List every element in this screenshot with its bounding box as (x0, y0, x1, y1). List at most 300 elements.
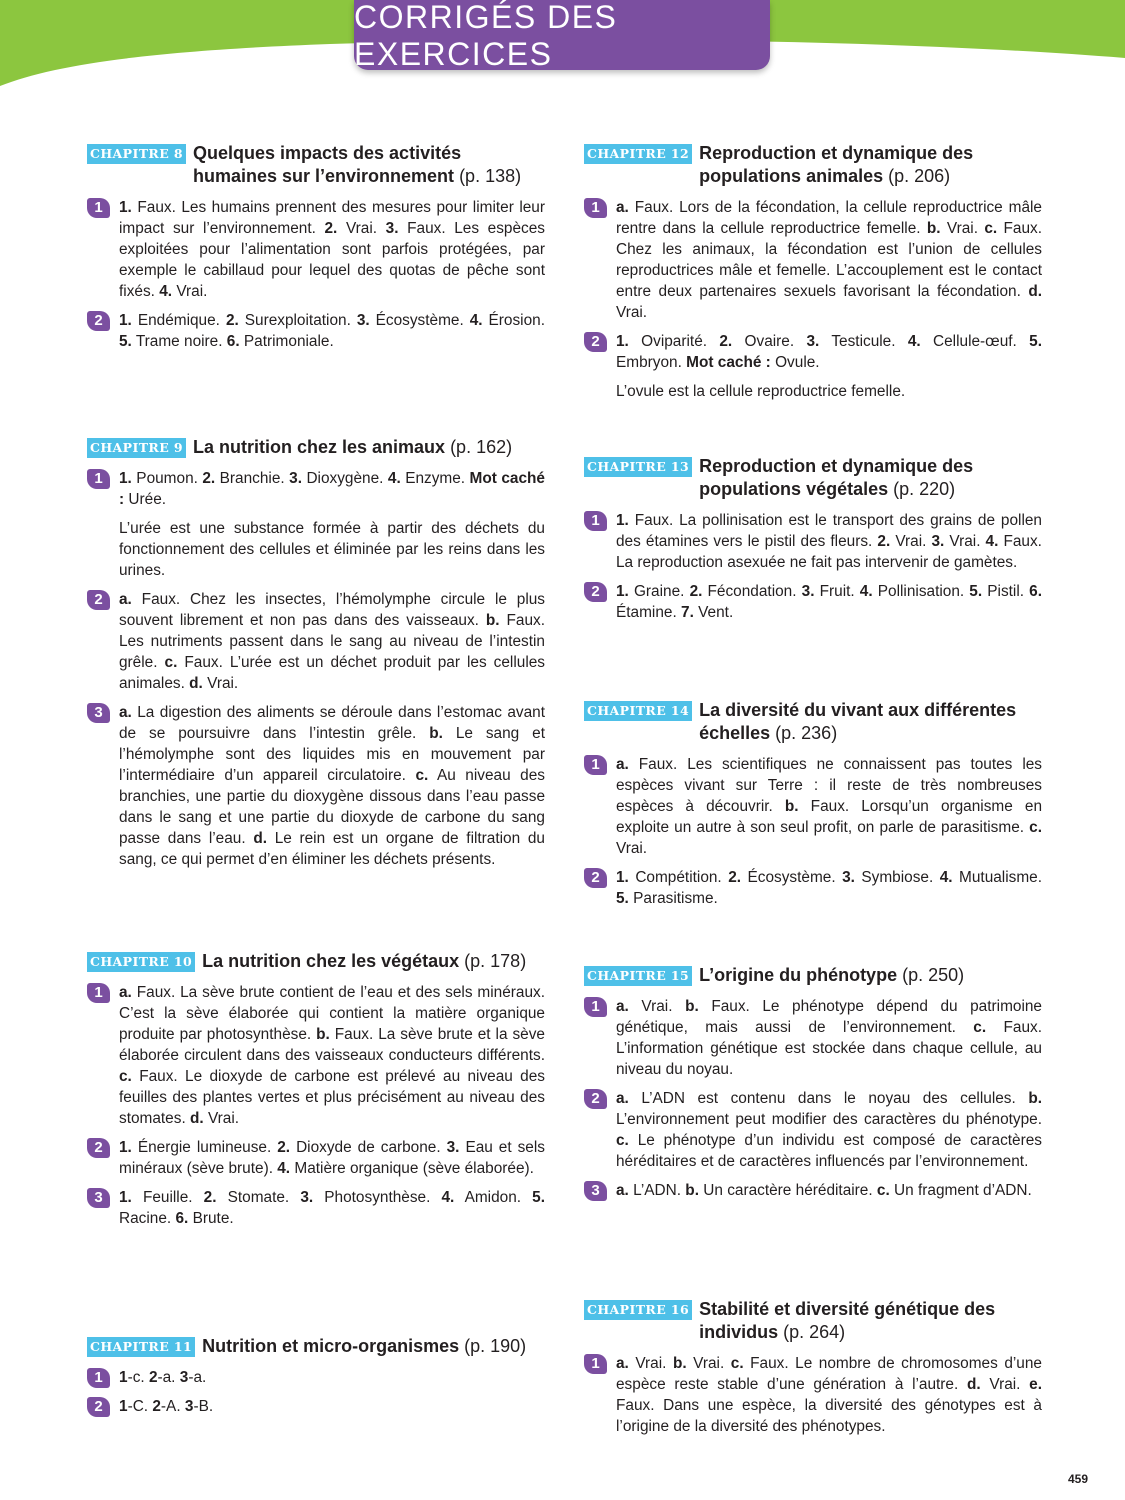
answer-label: 1. (119, 1139, 132, 1156)
answer-label: a. (616, 1355, 629, 1372)
answer-paragraph (119, 702, 545, 870)
answer-label: Mot caché : (686, 354, 771, 371)
exercise-number-badge: 1 (584, 198, 607, 218)
answer-text: Vrai. (940, 220, 985, 237)
answer-label: 4. (859, 583, 873, 600)
chapter-title (699, 699, 1042, 745)
exercise-item (584, 197, 1042, 323)
answer-text: Faux. Le dioxyde de carbone est prélevé au niveau des feuilles des plantes vertes et plus précisément au niveau des stomates. (119, 1068, 545, 1127)
answer-text: Endémique. (131, 312, 226, 329)
answer-paragraph (119, 1367, 545, 1388)
answer-text: Vrai. (628, 1355, 673, 1372)
exercise-item (87, 589, 545, 694)
chapter-9 (87, 436, 545, 878)
answer-label: d. (253, 830, 267, 847)
answer-label: a. (616, 756, 629, 773)
chapter-tag: CHAPITRE 11 (87, 1337, 195, 1357)
chapter-header (87, 950, 545, 973)
answer-text: Le phénotype d’un individu est composé de caractères héréditaires et de caractères influencés par l’environnement. (616, 1132, 1042, 1170)
answer-text: Mutualisme. (952, 869, 1042, 886)
exercise-answer (616, 1088, 1042, 1172)
answer-label: 6. (175, 1210, 189, 1227)
answer-label: 1 (119, 1398, 128, 1415)
answer-text: Embryon. (616, 354, 687, 371)
answer-text: La digestion des aliments se déroule dans l’estomac avant de se poursuivre dans l’intestin grêle. (119, 704, 545, 742)
exercise-answer (119, 1137, 545, 1179)
chapter-page-ref: (p. 220) (893, 479, 956, 499)
answer-label: b. (1028, 1090, 1042, 1107)
answer-label: 3. (842, 869, 855, 886)
answer-label: 1. (616, 583, 629, 600)
answer-label: 2. (728, 869, 742, 886)
chapter-title-text: L’origine du phénotype (699, 965, 898, 985)
answer-label: 6. (226, 333, 240, 350)
page-title: CORRIGÉS DES EXERCICES (354, 0, 618, 72)
answer-label: 3 (184, 1398, 194, 1415)
answer-text: Dioxyde de carbone. (290, 1139, 447, 1156)
answer-text: Vrai. (172, 283, 208, 300)
answer-label: 2 (148, 1369, 158, 1386)
exercise-item (584, 581, 1042, 623)
answer-label: 1. (616, 512, 629, 529)
exercise-item (584, 1353, 1042, 1437)
answer-label: 3. (385, 220, 399, 237)
exercise-number-badge: 3 (87, 703, 110, 723)
answer-label: a. (119, 591, 132, 608)
chapter-header (87, 1335, 545, 1358)
chapter-12 (584, 142, 1042, 410)
answer-text: Vrai. (890, 533, 932, 550)
answer-text: Oviparité. (628, 333, 720, 350)
chapter-header (87, 436, 545, 459)
answer-text: Pistil. (982, 583, 1030, 600)
answer-label: c. (730, 1355, 744, 1372)
answer-label: c. (1029, 819, 1042, 836)
answer-text: Vent. (693, 604, 734, 621)
answer-label: 3 (179, 1369, 189, 1386)
answer-text: L’ADN. (628, 1182, 686, 1199)
chapter-tag: CHAPITRE 13 (584, 457, 692, 477)
answer-paragraph (616, 581, 1042, 623)
exercise-answer (119, 1396, 545, 1417)
chapter-page-ref: (p. 138) (459, 166, 522, 186)
answer-label: Mot caché : (119, 470, 545, 508)
answer-label: 4. (441, 1189, 455, 1206)
answer-label: d. (1028, 283, 1042, 300)
exercise-answer (119, 589, 545, 694)
answer-text: Patrimoniale. (239, 333, 334, 350)
answer-text: -B. (193, 1398, 214, 1415)
answer-label: d. (189, 675, 203, 692)
chapter-title (193, 436, 512, 459)
exercise-number-badge: 1 (584, 997, 607, 1017)
exercise-number-badge: 1 (87, 983, 110, 1003)
answer-label: c. (973, 1019, 987, 1036)
answer-text: Faux. La sève brute contient de l’eau et des sels minéraux. C’est la sève élaborée qui contient la matière organique produite par photosynthèse. (119, 984, 545, 1043)
answer-paragraph (119, 982, 545, 1129)
answer-text: -C. (127, 1398, 153, 1415)
answer-paragraph (119, 518, 545, 581)
answer-label: b. (926, 220, 941, 237)
answer-text: Feuille. (131, 1189, 204, 1206)
answer-label: b. (429, 725, 443, 742)
answer-label: 7. (681, 604, 694, 621)
chapter-header (584, 964, 1042, 987)
chapter-header (584, 699, 1042, 745)
answer-text: -a. (188, 1369, 207, 1386)
answer-label: b. (685, 1182, 699, 1199)
exercise-item (584, 331, 1042, 402)
answer-text: Trame noire. (131, 333, 227, 350)
answer-text: Le sang et l’hémolymphe sont des liquides mis en mouvement par l’intermédiaire d’un appareil circulatoire. (119, 725, 545, 784)
answer-text: Enzyme. (400, 470, 470, 487)
chapter-16 (584, 1298, 1042, 1445)
chapter-15 (584, 964, 1042, 1209)
answer-label: c. (984, 220, 998, 237)
answer-label: 4. (939, 869, 953, 886)
chapter-page-ref: (p. 190) (464, 1336, 527, 1356)
answer-paragraph (119, 1187, 545, 1229)
exercise-number-badge: 2 (584, 1089, 607, 1109)
answer-text: Matière organique (sève élaborée). (290, 1160, 534, 1177)
answer-label: a. (616, 998, 629, 1015)
exercise-item (87, 197, 545, 302)
answer-label: c. (164, 654, 178, 671)
answer-paragraph (119, 197, 545, 302)
exercise-answer (119, 1367, 545, 1388)
exercise-answer (119, 982, 545, 1129)
chapter-title (699, 142, 1042, 188)
answer-text: Faux. Lors de la fécondation, la cellule reproductrice mâle rentre dans la cellule reproductrice femelle. (616, 199, 1042, 237)
exercise-item (584, 754, 1042, 859)
chapter-11 (87, 1335, 545, 1425)
chapter-page-ref: (p. 236) (775, 723, 838, 743)
answer-text: Pollinisation. (872, 583, 970, 600)
answer-text: Faux. L’urée est un déchet produit par les cellules animales. (119, 654, 545, 692)
chapter-title (699, 1298, 1042, 1344)
exercise-number-badge: 1 (584, 511, 607, 531)
answer-label: 2. (277, 1139, 291, 1156)
answer-paragraph (616, 381, 1042, 402)
exercise-number-badge: 3 (584, 1181, 607, 1201)
answer-label: a. (119, 704, 132, 721)
answer-label: 2 (152, 1398, 161, 1415)
answer-label: 2. (202, 470, 216, 487)
chapter-header (584, 1298, 1042, 1344)
chapter-title-text: Quelques impacts des activités humaines sur l’environnement (192, 143, 462, 186)
exercise-answer (119, 1187, 545, 1229)
answer-text: Vrai. (616, 304, 648, 321)
answer-paragraph (616, 510, 1042, 573)
exercise-number-badge: 1 (87, 198, 110, 218)
answer-label: c. (415, 767, 429, 784)
answer-text: Ovule. (770, 354, 820, 371)
answer-label: 2. (719, 333, 733, 350)
answer-label: d. (190, 1110, 204, 1127)
exercise-answer (616, 510, 1042, 573)
answer-label: b. (685, 998, 699, 1015)
page-title-banner (354, 0, 770, 70)
exercise-answer (616, 331, 1042, 402)
exercise-number-badge: 2 (87, 590, 110, 610)
answer-text: Faux. La pollinisation est le transport des grains de pollen des étamines vers le pistil des fleurs. (616, 512, 1042, 550)
answer-text: Compétition. (628, 869, 729, 886)
answer-text: Faux. La reproduction asexuée ne fait pas intervenir de gamètes. (616, 533, 1042, 571)
exercise-item (584, 510, 1042, 573)
answer-label: 3. (801, 583, 815, 600)
answer-label: 4. (985, 533, 999, 550)
chapter-page-ref: (p. 162) (450, 437, 513, 457)
exercise-answer (616, 581, 1042, 623)
answer-label: c. (119, 1068, 132, 1085)
exercise-number-badge: 2 (584, 582, 607, 602)
answer-label: 3. (806, 333, 820, 350)
exercise-item (87, 468, 545, 581)
answer-paragraph (119, 1396, 545, 1417)
answer-text: Parasitisme. (628, 890, 718, 907)
chapter-header (584, 455, 1042, 501)
answer-paragraph (616, 996, 1042, 1080)
exercise-item (87, 1367, 545, 1388)
answer-label: 3. (300, 1189, 314, 1206)
answer-text: -c. (127, 1369, 149, 1386)
answer-text: Faux. Les nutriments passent dans le sang au niveau de l’intestin grêle. (119, 612, 545, 671)
chapter-page-ref: (p. 250) (902, 965, 965, 985)
answer-text: Écosystème. (369, 312, 470, 329)
answer-text: L’environnement peut modifier des caractères du phénotype. (616, 1111, 1042, 1128)
answer-label: 4. (277, 1160, 291, 1177)
answer-label: 1. (119, 1189, 132, 1206)
answer-label: 2. (689, 583, 703, 600)
answer-label: 5. (969, 583, 983, 600)
exercise-item (584, 1180, 1042, 1201)
answer-label: a. (616, 1182, 629, 1199)
answer-paragraph (616, 197, 1042, 323)
answer-paragraph (119, 1137, 545, 1179)
exercise-item (584, 1088, 1042, 1172)
answer-text: Graine. (628, 583, 690, 600)
answer-label: 1. (119, 470, 132, 487)
answer-text: Au niveau des branchies, une partie du dioxygène dissous dans l’eau passe dans le sang et une partie du dioxyde de carbone du sang passe dans l’eau. (119, 767, 545, 847)
answer-text: Branchie. (215, 470, 290, 487)
answer-text: Faux. Dans une espèce, la diversité des génotypes est à l’origine de la diversité des phénotypes. (616, 1397, 1042, 1435)
answer-label: b. (672, 1355, 687, 1372)
answer-text: Vrai. (202, 675, 239, 692)
answer-label: 1. (616, 333, 629, 350)
answer-paragraph (119, 468, 545, 510)
chapter-page-ref: (p. 264) (783, 1322, 846, 1342)
answer-text: Amidon. (454, 1189, 533, 1206)
answer-text: L’ADN est contenu dans le noyau des cellules. (628, 1090, 1029, 1107)
answer-text: Urée. (124, 491, 167, 508)
answer-paragraph (119, 589, 545, 694)
exercise-answer (119, 468, 545, 581)
page-number: 459 (1068, 1472, 1089, 1486)
chapter-title (193, 142, 545, 188)
exercise-answer (616, 867, 1042, 909)
answer-text: Vrai. (686, 1355, 731, 1372)
answer-paragraph (616, 1353, 1042, 1437)
exercise-answer (616, 197, 1042, 323)
answer-text: Faux. Le phénotype dépend du patrimoine génétique, mais aussi de l’environnement. (616, 998, 1042, 1036)
answer-text: L’ovule est la cellule reproductrice femelle. (616, 383, 906, 400)
answer-label: 4. (907, 333, 921, 350)
chapter-tag: CHAPITRE 14 (584, 701, 692, 721)
answer-text: Racine. (119, 1210, 176, 1227)
exercise-answer (119, 197, 545, 302)
chapter-14 (584, 699, 1042, 917)
chapter-tag: CHAPITRE 15 (584, 966, 692, 986)
exercise-number-badge: 2 (584, 868, 607, 888)
answer-text: Ovaire. (732, 333, 807, 350)
exercise-answer (616, 1353, 1042, 1437)
chapter-title-text: Reproduction et dynamique des populations animales (699, 143, 974, 186)
exercise-answer (119, 702, 545, 870)
answer-text: Faux. Les scientifiques ne connaissent pas toutes les espèces vivant sur Terre : il reste de très nombreuses espèces à découvrir. (616, 756, 1042, 815)
answer-label: 5. (119, 333, 132, 350)
answer-text: Vrai. (203, 1110, 240, 1127)
answer-text: Étamine. (616, 604, 682, 621)
answer-label: 1 (119, 1369, 128, 1386)
answer-text: Surexploitation. (238, 312, 357, 329)
exercise-number-badge: 2 (87, 311, 110, 331)
answer-text: -a. (157, 1369, 180, 1386)
exercise-item (87, 1396, 545, 1417)
chapter-title-text: La nutrition chez les animaux (192, 437, 446, 457)
answer-label: c. (876, 1182, 890, 1199)
answer-text: Fruit. (814, 583, 860, 600)
exercise-item (87, 982, 545, 1129)
answer-text: Faux. Lorsqu’un organisme en exploite un autre à son seul profit, on parle de parasitisme. (616, 798, 1043, 836)
answer-text: Fécondation. (702, 583, 802, 600)
answer-label: 3. (356, 312, 370, 329)
answer-label: b. (485, 612, 500, 629)
answer-text: Faux. L’information génétique est stockée dans chaque cellule, au niveau du noyau. (616, 1019, 1042, 1078)
answer-label: 5. (1029, 333, 1042, 350)
chapter-title (699, 964, 964, 987)
answer-label: 6. (1029, 583, 1042, 600)
exercise-item (584, 867, 1042, 909)
exercise-number-badge: 1 (87, 1368, 110, 1388)
chapter-tag: CHAPITRE 16 (584, 1300, 692, 1320)
chapter-title (202, 1335, 526, 1358)
exercise-number-badge: 2 (87, 1138, 110, 1158)
exercise-item (87, 702, 545, 870)
answer-text: Vrai. (337, 220, 386, 237)
answer-label: 3. (289, 470, 302, 487)
answer-text: Dioxygène. (301, 470, 388, 487)
exercise-answer (616, 754, 1042, 859)
answer-label: d. (966, 1376, 981, 1393)
chapter-title-text: Reproduction et dynamique des populations végétales (699, 456, 974, 499)
answer-paragraph (616, 1180, 1042, 1201)
answer-paragraph (119, 310, 545, 352)
chapter-header (87, 142, 545, 188)
answer-text: L’urée est une substance formée à partir des déchets du fonctionnement des cellules et éliminée par les reins dans les urines. (119, 520, 545, 579)
answer-text: Faux. Les espèces exploitées pour l’alimentation sont parfois protégées, par exemple le cabillaud pour lequel des quotas de pêche sont fixés. (119, 220, 545, 300)
answer-text: Un caractère héréditaire. (698, 1182, 877, 1199)
exercise-number-badge: 3 (87, 1188, 110, 1208)
answer-paragraph (616, 1088, 1042, 1172)
exercise-item (87, 1187, 545, 1229)
exercise-number-badge: 1 (87, 469, 110, 489)
answer-label: 4. (469, 312, 483, 329)
chapter-tag: CHAPITRE 9 (87, 438, 186, 458)
answer-text: Vrai. (980, 1376, 1030, 1393)
exercise-number-badge: 2 (87, 1397, 110, 1417)
chapter-page-ref: (p. 206) (888, 166, 951, 186)
answer-label: a. (119, 984, 132, 1001)
answer-text: Stomate. (216, 1189, 301, 1206)
answer-label: 4. (387, 470, 401, 487)
answer-text: Un fragment d’ADN. (889, 1182, 1032, 1199)
answer-text: Poumon. (131, 470, 203, 487)
answer-text: Eau et sels minéraux (sève brute). (119, 1139, 545, 1177)
answer-text: -A. (160, 1398, 185, 1415)
answer-label: 1. (119, 312, 132, 329)
answer-label: 3. (446, 1139, 460, 1156)
answer-label: 4. (159, 283, 173, 300)
answer-label: 2. (225, 312, 239, 329)
answer-label: 3. (931, 533, 945, 550)
answer-text: Vrai. (628, 998, 686, 1015)
answer-label: e. (1029, 1376, 1042, 1393)
answer-text: Érosion. (482, 312, 545, 329)
answer-label: 5. (532, 1189, 545, 1206)
answer-label: b. (784, 798, 799, 815)
chapter-title (202, 950, 526, 973)
chapter-13 (584, 455, 1042, 631)
answer-label: c. (616, 1132, 629, 1149)
exercise-answer (616, 996, 1042, 1080)
answer-text: Photosynthèse. (313, 1189, 442, 1206)
answer-label: a. (616, 1090, 629, 1107)
chapter-title-text: La nutrition chez les végétaux (202, 951, 460, 971)
answer-paragraph (616, 331, 1042, 373)
exercise-item (584, 996, 1042, 1080)
answer-paragraph (616, 867, 1042, 909)
answer-paragraph (616, 754, 1042, 859)
exercise-number-badge: 2 (584, 332, 607, 352)
answer-text: Faux. Chez les animaux, la fécondation est l’union de cellules reproductrices mâle et femelle. L’accouplement est le contact entre deux partenaires sexuels favorisant la fécondation. (616, 220, 1042, 300)
answer-text: Faux. La sève brute et la sève élaborée circulent dans des vaisseaux conducteurs différents. (119, 1026, 545, 1064)
answer-text: Faux. Chez les insectes, l’hémolymphe circule le plus souvent librement et non pas dans des vaisseaux. (119, 591, 545, 629)
answer-label: 2. (877, 533, 891, 550)
exercise-answer (119, 310, 545, 352)
answer-text: Énergie lumineuse. (131, 1139, 278, 1156)
chapter-tag: CHAPITRE 8 (87, 144, 186, 164)
exercise-number-badge: 1 (584, 755, 607, 775)
answer-text: Testicule. (819, 333, 908, 350)
exercise-answer (616, 1180, 1042, 1201)
chapter-title-text: Stabilité et diversité génétique des individus (699, 1299, 996, 1342)
answer-text: Faux. Le nombre de chromosomes d’une espèce reste stable d’une génération à l’autre. (616, 1355, 1042, 1393)
exercise-item (87, 310, 545, 352)
answer-label: b. (316, 1026, 330, 1043)
answer-label: a. (616, 199, 629, 216)
chapter-10 (87, 950, 545, 1237)
answer-label: 2. (203, 1189, 217, 1206)
chapter-title (699, 455, 1042, 501)
answer-label: 1. (119, 199, 132, 216)
chapter-header (584, 142, 1042, 188)
answer-text: Vrai. (616, 840, 648, 857)
answer-text: Écosystème. (741, 869, 843, 886)
answer-text: Le rein est un organe de filtration du sang, ce qui permet d’en éliminer les déchets présents. (119, 830, 545, 868)
chapter-tag: CHAPITRE 12 (584, 144, 692, 164)
chapter-page-ref: (p. 178) (464, 951, 527, 971)
answer-text: Faux. Les humains prennent des mesures pour limiter leur impact sur l’environnement. (119, 199, 545, 237)
